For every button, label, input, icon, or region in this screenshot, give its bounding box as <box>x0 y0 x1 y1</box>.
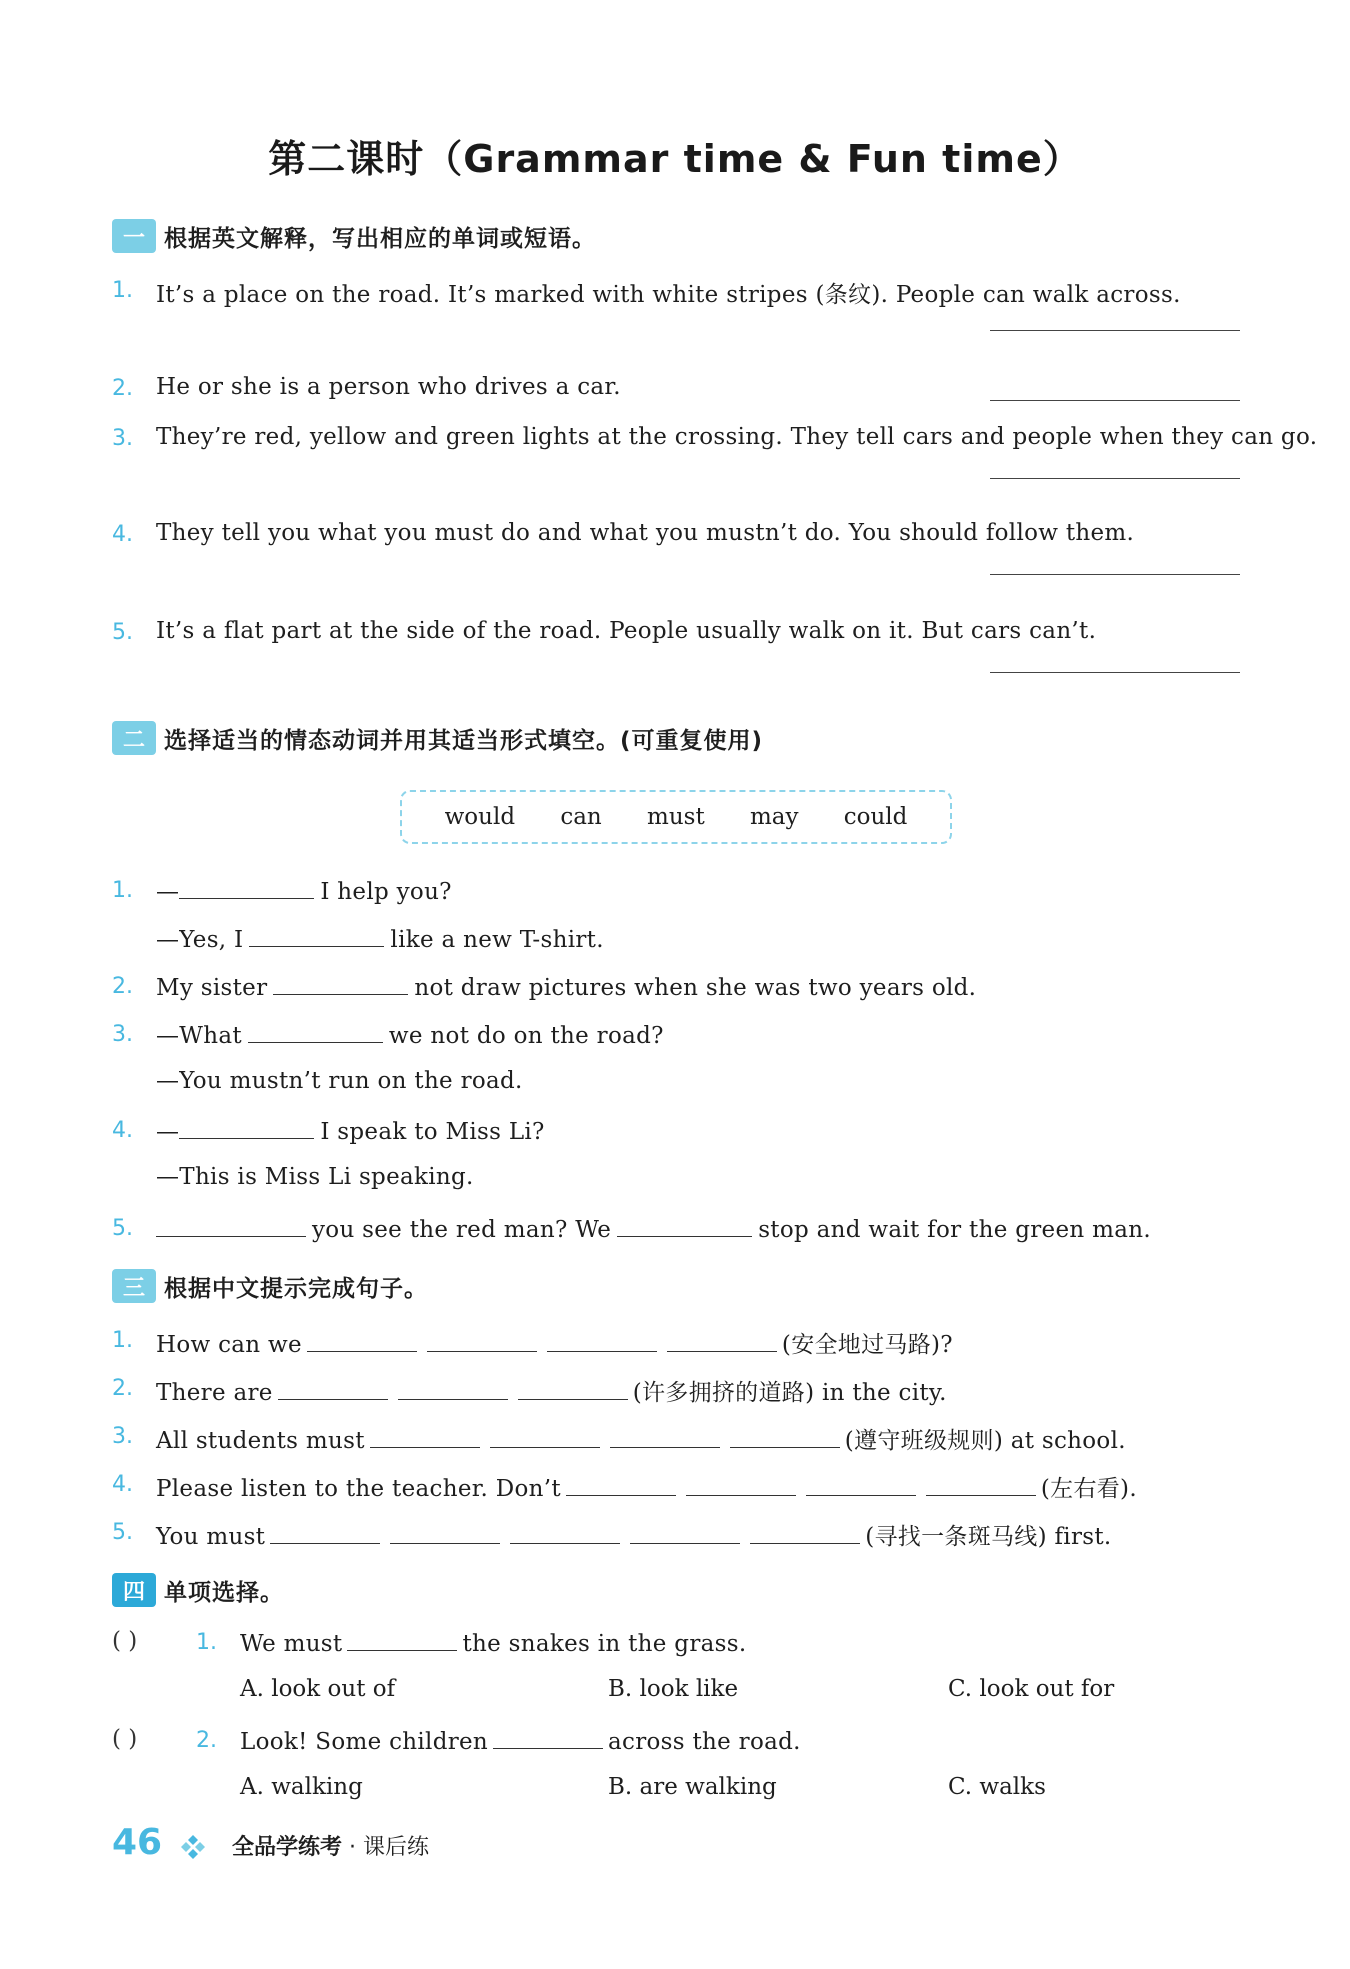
section-badge: 三 <box>112 1269 156 1303</box>
question-text: He or she is a person who drives a car. <box>156 374 621 400</box>
question-line: —You mustn’t run on the road. <box>156 1068 523 1094</box>
word-box <box>400 790 952 844</box>
question-line: We must the snakes in the grass. <box>240 1628 746 1657</box>
question-line: Look! Some children across the road. <box>240 1726 801 1755</box>
question-line: —This is Miss Li speaking. <box>156 1164 474 1190</box>
fill-blank[interactable] <box>490 1425 600 1448</box>
fill-blank[interactable] <box>179 876 314 899</box>
section-title: 单项选择。 <box>164 1579 284 1606</box>
fill-blank[interactable] <box>518 1377 628 1400</box>
question-number: 1. <box>196 1630 217 1655</box>
question-number: 2. <box>112 974 133 999</box>
question-number: 5. <box>112 1520 133 1545</box>
option-b[interactable]: B. are walking <box>608 1774 777 1800</box>
fill-blank[interactable] <box>750 1521 860 1544</box>
section-2-header <box>112 718 763 758</box>
question-number: 4. <box>112 1118 133 1143</box>
question-text: They’re red, yellow and green lights at the crossing. They tell cars and people when they can go. <box>156 424 1318 450</box>
question-line: you see the red man? We stop and wait for the green man. <box>156 1214 1151 1243</box>
section-title: 根据英文解释，写出相应的单词或短语。 <box>164 225 596 252</box>
question-line: —What we not do on the road? <box>156 1020 664 1049</box>
question-number: 4. <box>112 1472 133 1497</box>
question-number: 1. <box>112 278 133 303</box>
fill-blank[interactable] <box>510 1521 620 1544</box>
option-a[interactable]: A. walking <box>240 1774 363 1800</box>
section-badge: 一 <box>112 219 156 253</box>
page-number: 46 <box>112 1822 163 1863</box>
question-number: 3. <box>112 426 133 451</box>
section-badge: 四 <box>112 1573 156 1607</box>
question-number: 2. <box>112 1376 133 1401</box>
answer-line[interactable] <box>990 478 1240 479</box>
option-c[interactable]: C. look out for <box>948 1676 1115 1702</box>
section-title: 根据中文提示完成句子。 <box>164 1275 428 1302</box>
fill-blank[interactable] <box>566 1473 676 1496</box>
fill-blank[interactable] <box>806 1473 916 1496</box>
fill-blank <box>347 1628 457 1651</box>
question-number: 2. <box>112 376 133 401</box>
fill-blank[interactable] <box>427 1329 537 1352</box>
fill-blank[interactable] <box>249 924 384 947</box>
option-a[interactable]: A. look out of <box>240 1676 396 1702</box>
question-number: 1. <box>112 1328 133 1353</box>
question-line: How can we (安全地过马路)? <box>156 1326 953 1359</box>
word-option: would <box>444 804 516 830</box>
word-option: may <box>749 804 799 830</box>
section-4-header <box>112 1570 284 1610</box>
footer-brand: 全品学练考 · 课后练 <box>232 1835 430 1860</box>
fill-blank[interactable] <box>610 1425 720 1448</box>
fill-blank[interactable] <box>179 1116 314 1139</box>
fill-blank[interactable] <box>926 1473 1036 1496</box>
option-b[interactable]: B. look like <box>608 1676 739 1702</box>
question-number: 5. <box>112 620 133 645</box>
question-line: My sister not draw pictures when she was two years old. <box>156 972 976 1001</box>
page-title: 第二课时（Grammar time & Fun time） <box>268 137 1082 181</box>
fill-blank[interactable] <box>370 1425 480 1448</box>
section-3-header <box>112 1266 428 1306</box>
fill-blank[interactable] <box>730 1425 840 1448</box>
question-text: They tell you what you must do and what you mustn’t do. You should follow them. <box>156 520 1135 546</box>
fill-blank[interactable] <box>307 1329 417 1352</box>
answer-line[interactable] <box>990 330 1240 331</box>
fill-blank[interactable] <box>273 972 408 995</box>
question-line: You must (寻找一条斑马线) first. <box>156 1518 1112 1551</box>
question-line: — I help you? <box>156 876 452 905</box>
question-line: Please listen to the teacher. Don’t (左右看). <box>156 1470 1137 1503</box>
question-number: 1. <box>112 878 133 903</box>
answer-line[interactable] <box>990 400 1240 401</box>
answer-paren[interactable]: ( ) <box>112 1628 138 1654</box>
word-option: could <box>843 804 908 830</box>
fill-blank[interactable] <box>156 1214 306 1237</box>
answer-paren[interactable]: ( ) <box>112 1726 138 1752</box>
question-line: —Yes, I like a new T-shirt. <box>156 924 604 953</box>
fill-blank[interactable] <box>686 1473 796 1496</box>
fill-blank[interactable] <box>667 1329 777 1352</box>
fill-blank[interactable] <box>278 1377 388 1400</box>
question-number: 5. <box>112 1216 133 1241</box>
question-line: — I speak to Miss Li? <box>156 1116 545 1145</box>
answer-line[interactable] <box>990 672 1240 673</box>
section-badge: 二 <box>112 721 156 755</box>
question-number: 2. <box>196 1728 217 1753</box>
fill-blank[interactable] <box>270 1521 380 1544</box>
question-number: 3. <box>112 1022 133 1047</box>
option-c[interactable]: C. walks <box>948 1774 1046 1800</box>
question-line: There are (许多拥挤的道路) in the city. <box>156 1374 947 1407</box>
diamond-cluster-icon <box>180 1834 206 1860</box>
question-text: It’s a flat part at the side of the road. People usually walk on it. But cars can’t. <box>156 618 1097 644</box>
word-option: must <box>647 804 705 830</box>
question-line: All students must (遵守班级规则) at school. <box>156 1422 1126 1455</box>
question-number: 4. <box>112 522 133 547</box>
fill-blank <box>493 1726 603 1749</box>
fill-blank[interactable] <box>390 1521 500 1544</box>
fill-blank[interactable] <box>248 1020 383 1043</box>
section-title: 选择适当的情态动词并用其适当形式填空。(可重复使用) <box>164 727 764 754</box>
fill-blank[interactable] <box>398 1377 508 1400</box>
question-number: 3. <box>112 1424 133 1449</box>
word-option: can <box>560 804 602 830</box>
section-1-header <box>112 216 596 256</box>
fill-blank[interactable] <box>617 1214 752 1237</box>
fill-blank[interactable] <box>547 1329 657 1352</box>
fill-blank[interactable] <box>630 1521 740 1544</box>
question-text: It’s a place on the road. It’s marked with white stripes (条纹). People can walk across. <box>156 282 1181 308</box>
answer-line[interactable] <box>990 574 1240 575</box>
